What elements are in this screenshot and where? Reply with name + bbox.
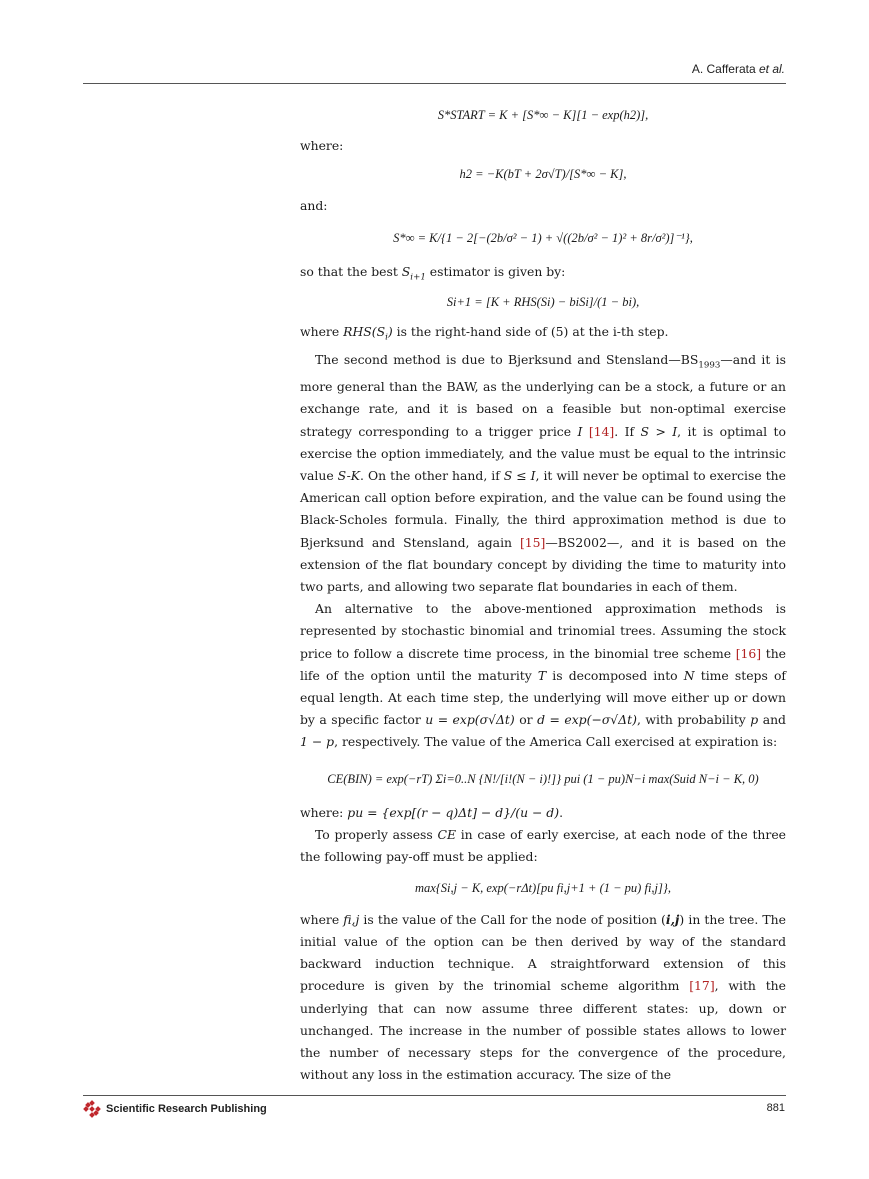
where-rhs-line: where $RHS(S_i)$ is the right-hand side of (5) at the i-th step. — [300, 323, 669, 343]
equation-payoff: max{Si,j − K, exp(−rΔt)[pu fi,j+1 + (1 − pu) fi,j]}, — [414, 880, 672, 895]
equation-binomial: CE(BIN) = exp(−rT) Σi=0..N {N!/[i!(N − i)!]} pui (1 − pu)N−i max(Suid N−i − K, 0) — [327, 771, 759, 786]
publisher-name: Scientific Research Publishing — [106, 1103, 267, 1115]
publisher-logo — [84, 1101, 267, 1117]
and-label: and: — [300, 197, 328, 213]
citation-14[interactable]: [14] — [588, 423, 615, 439]
paragraph-trinomial: where fi,j is the value of the Call for the node of position (i,j) in the tree. The initial value of the option can be then derived by way of the standard backward induction technique. A straightforward extension of this procedure is given by the trinomial scheme algorithm [17], with the underlying that can now assume three different states: up, down or unchanged. The increase in the number of possible states allows to lower the number of necessary steps for the convergence of the procedure, without any loss in the estimation accuracy. The size of the — [300, 911, 786, 1083]
paragraph-bjerksund: The second method is due to Bjerksund and $Stensland—BS_{1993}—and$ it is more general than the BAW, as the underlying can be a stock, a future or an exchange rate, and it is based on a feasible but non-optimal exercise strategy corresponding to a trigger price I [14]. If S > I, it is optimal to exercise the option immediately, and the value must be equal to the intrinsic value S-K. On the other hand, if S ≤ I, it will never be optimal to exercise the American call option before expiration, and the value can be found using the Black-Scholes formula. Finally, the third approximation method is due to Bjerksund and Stensland, again [15]—BS2002—, and it is based on the extension of the flat boundary concept by dividing the time to maturity into two parts, and allowing two separate flat boundaries in each of them. — [300, 351, 786, 595]
so-that-line: so that the best $S_{i+1}$ estimator is given by: — [300, 264, 566, 283]
page-body — [300, 100, 786, 1086]
scirp-logo-icon — [84, 1101, 100, 1117]
running-header: A. Cafferata et al. — [691, 62, 785, 76]
paragraph-early-exercise: To properly assess CE in case of early exercise, at each node of the three the following pay-off must be applied: — [300, 827, 786, 865]
citation-17[interactable]: [17] — [689, 978, 715, 994]
paragraph-trees: An alternative to the above-mentioned approximation methods is represented by stochastic binomial and trinomial trees. Assuming the stock price to follow a discrete time process, in the binomial tree scheme [16] the life of the option until the maturity T is decomposed into N time steps of equal length. At each time step, the underlying will move either up or down by a specific factor u = exp(σ√Δt) or d = exp(−σ√Δt), with probability p and 1 − p, respectively. The value of the America Call exercised at expiration is: — [300, 601, 787, 750]
equation-h2: h2 = −K(bT + 2σ√T)/[S*∞ − K], — [459, 167, 627, 182]
equation-s-next: Si+1 = [K + RHS(Si) − biSi]/(1 − bi), — [446, 294, 640, 309]
page-number: 881 — [766, 1102, 785, 1114]
where-label: where: — [300, 138, 344, 154]
citation-16[interactable]: [16] — [735, 645, 762, 661]
where-pu-line: where: pu = {exp[(r − q)Δt] − d}/(u − d). — [300, 804, 564, 820]
citation-15[interactable]: [15] — [519, 534, 546, 550]
footer-rule — [83, 1095, 786, 1096]
header-rule — [83, 83, 786, 84]
equation-s-start: S*START = K + [S*∞ − K][1 − exp(h2)], — [437, 108, 649, 122]
equation-s-infinity: S*∞ = K/{1 − 2[−(2b/σ² − 1) + √((2b/σ² − 1)² + 8r/σ²)]⁻¹}, — [393, 230, 693, 245]
